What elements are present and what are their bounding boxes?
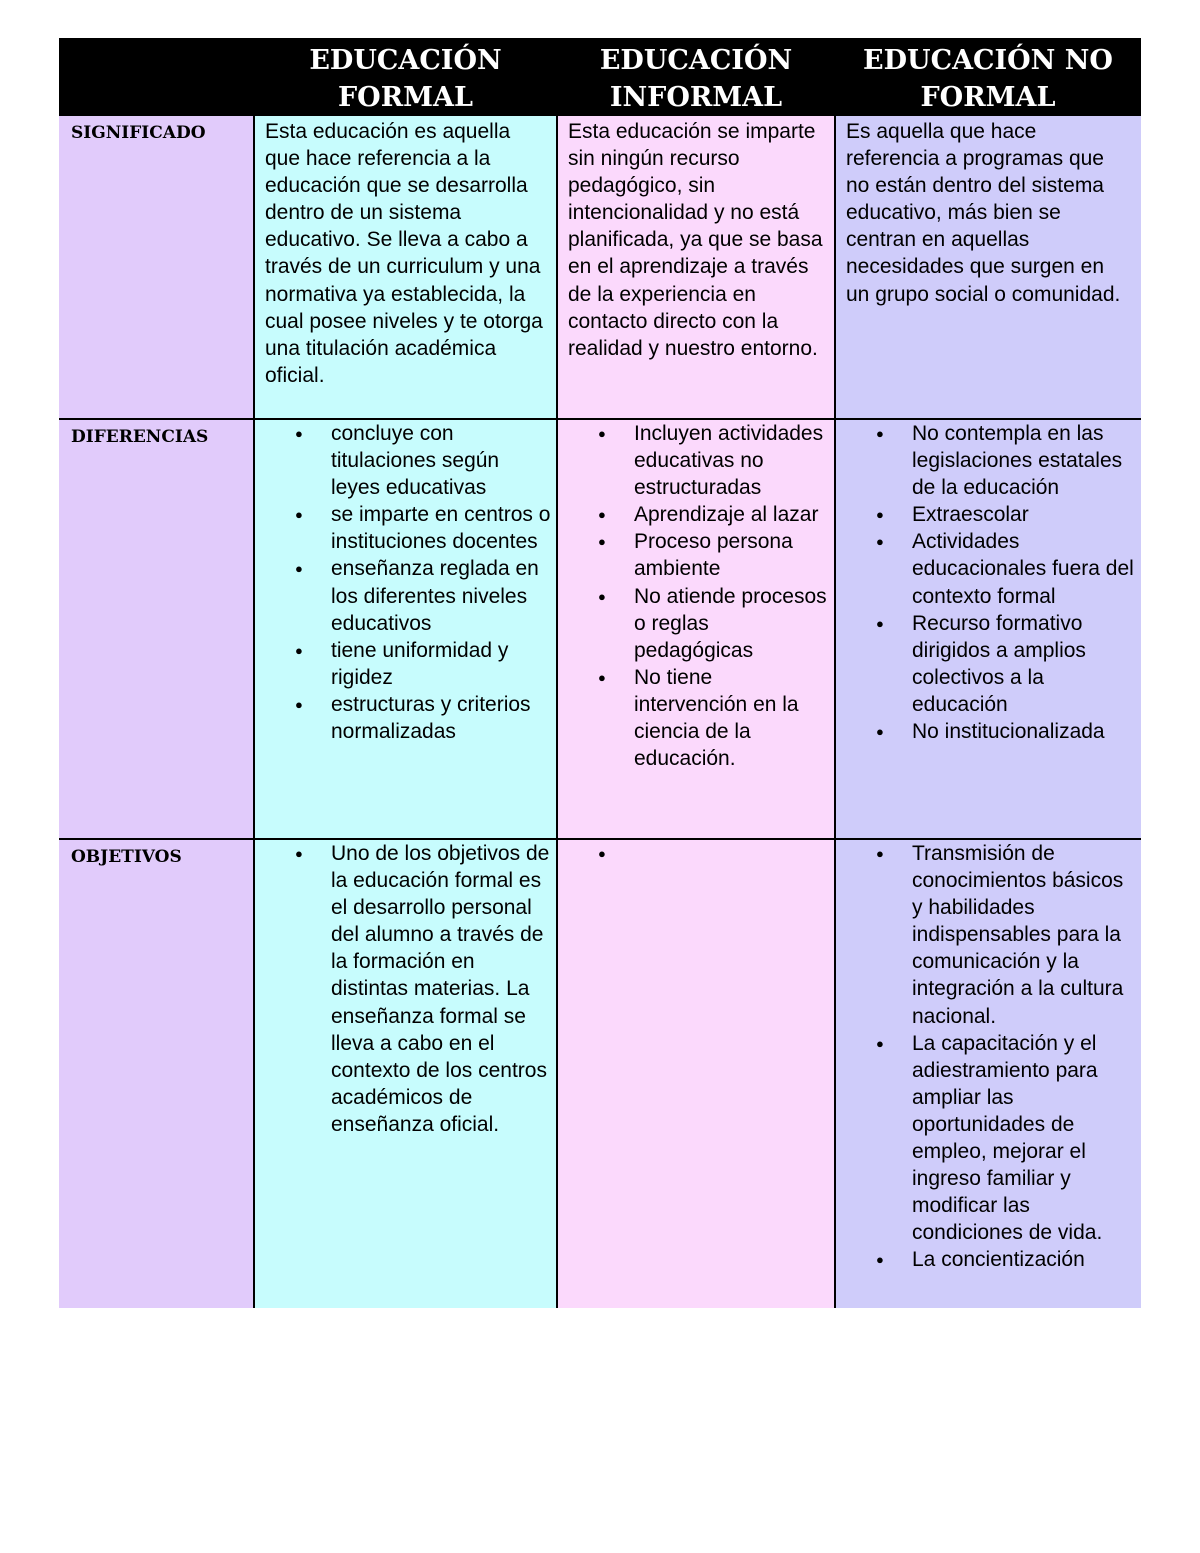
list-item: ● Aprendizaje al lazar	[558, 501, 830, 528]
list-item: ● enseñanza reglada en los diferentes niveles educativos	[255, 555, 552, 636]
list-item	[558, 840, 830, 867]
list-item: ● Incluyen actividades educativas no estructuradas	[558, 420, 830, 501]
bullet-list	[836, 840, 1141, 1274]
list-item: ● No atiende procesos o reglas pedagógicas	[558, 583, 830, 664]
cell-diferencias-no-formal	[835, 419, 1141, 839]
cell-objetivos-formal	[254, 839, 557, 1308]
table-row-objetivos	[59, 839, 1141, 1308]
list-item: ● No institucionalizada	[836, 718, 1137, 745]
header-educacion-no-formal: EDUCACIÓN NO FORMAL	[835, 38, 1141, 116]
list-item: ● La concientización	[836, 1246, 1137, 1273]
cell-objetivos-no-formal	[835, 839, 1141, 1308]
bullet-list	[255, 420, 556, 745]
row-label-objetivos: OBJETIVOS	[59, 839, 254, 1308]
cell-significado-no-formal: Es aquella que hace referencia a programas que no están dentro del sistema educativo, más bien se centran en aquellas necesidades que surgen en un grupo social o comunidad.	[835, 116, 1141, 419]
row-label-diferencias: DIFERENCIAS	[59, 419, 254, 839]
list-item: ● La capacitación y el adiestramiento para ampliar las oportunidades de empleo, mejorar el ingreso familiar y modificar las condiciones de vida.	[836, 1030, 1137, 1247]
header-row	[59, 38, 1141, 116]
list-item: ● Actividades educacionales fuera del contexto formal	[836, 528, 1137, 609]
cell-diferencias-formal	[254, 419, 557, 839]
cell-significado-informal: Esta educación se imparte sin ningún recurso pedagógico, sin intencionalidad y no está planificada, ya que se basa en el aprendizaje a través de la experiencia en contacto directo con la realidad y nuestro entorno.	[557, 116, 835, 419]
list-item: ● concluye con titulaciones según leyes educativas	[255, 420, 552, 501]
cell-significado-formal: Esta educación es aquella que hace referencia a la educación que se desarrolla dentro de un sistema educativo. Se lleva a cabo a través de un curriculum y una normativa ya establecida, la cual posee niveles y te otorga una titulación académica oficial.	[254, 116, 557, 419]
cell-diferencias-informal	[557, 419, 835, 839]
comparison-table	[59, 38, 1141, 1308]
bullet-list	[558, 420, 834, 772]
list-item: ● Extraescolar	[836, 501, 1137, 528]
list-item: ● tiene uniformidad y rigidez	[255, 637, 552, 691]
cell-objetivos-informal	[557, 839, 835, 1308]
list-item: ● Proceso persona ambiente	[558, 528, 830, 582]
list-item: ● Uno de los objetivos de la educación formal es el desarrollo personal del alumno a través de la formación en distintas materias. La enseñanza formal se lleva a cabo en el contexto de los centros académicos de enseñanza oficial.	[255, 840, 552, 1138]
list-item: ● No tiene intervención en la ciencia de la educación.	[558, 664, 830, 772]
header-educacion-formal: EDUCACIÓN FORMAL	[254, 38, 557, 116]
list-item: ● No contempla en las legislaciones estatales de la educación	[836, 420, 1137, 501]
bullet-list	[255, 840, 556, 1138]
row-label-significado: SIGNIFICADO	[59, 116, 254, 419]
header-empty-cell	[59, 38, 254, 116]
list-item: ● estructuras y criterios normalizadas	[255, 691, 552, 745]
list-item: ● Transmisión de conocimientos básicos y habilidades indispensables para la comunicación y la integración a la cultura nacional.	[836, 840, 1137, 1030]
bullet-list	[558, 840, 834, 867]
header-educacion-informal: EDUCACIÓN INFORMAL	[557, 38, 835, 116]
list-item: ● se imparte en centros o instituciones docentes	[255, 501, 552, 555]
bullet-list	[836, 420, 1141, 745]
table-row-significado	[59, 116, 1141, 419]
list-item: ● Recurso formativo dirigidos a amplios colectivos a la educación	[836, 610, 1137, 718]
table-row-diferencias	[59, 419, 1141, 839]
